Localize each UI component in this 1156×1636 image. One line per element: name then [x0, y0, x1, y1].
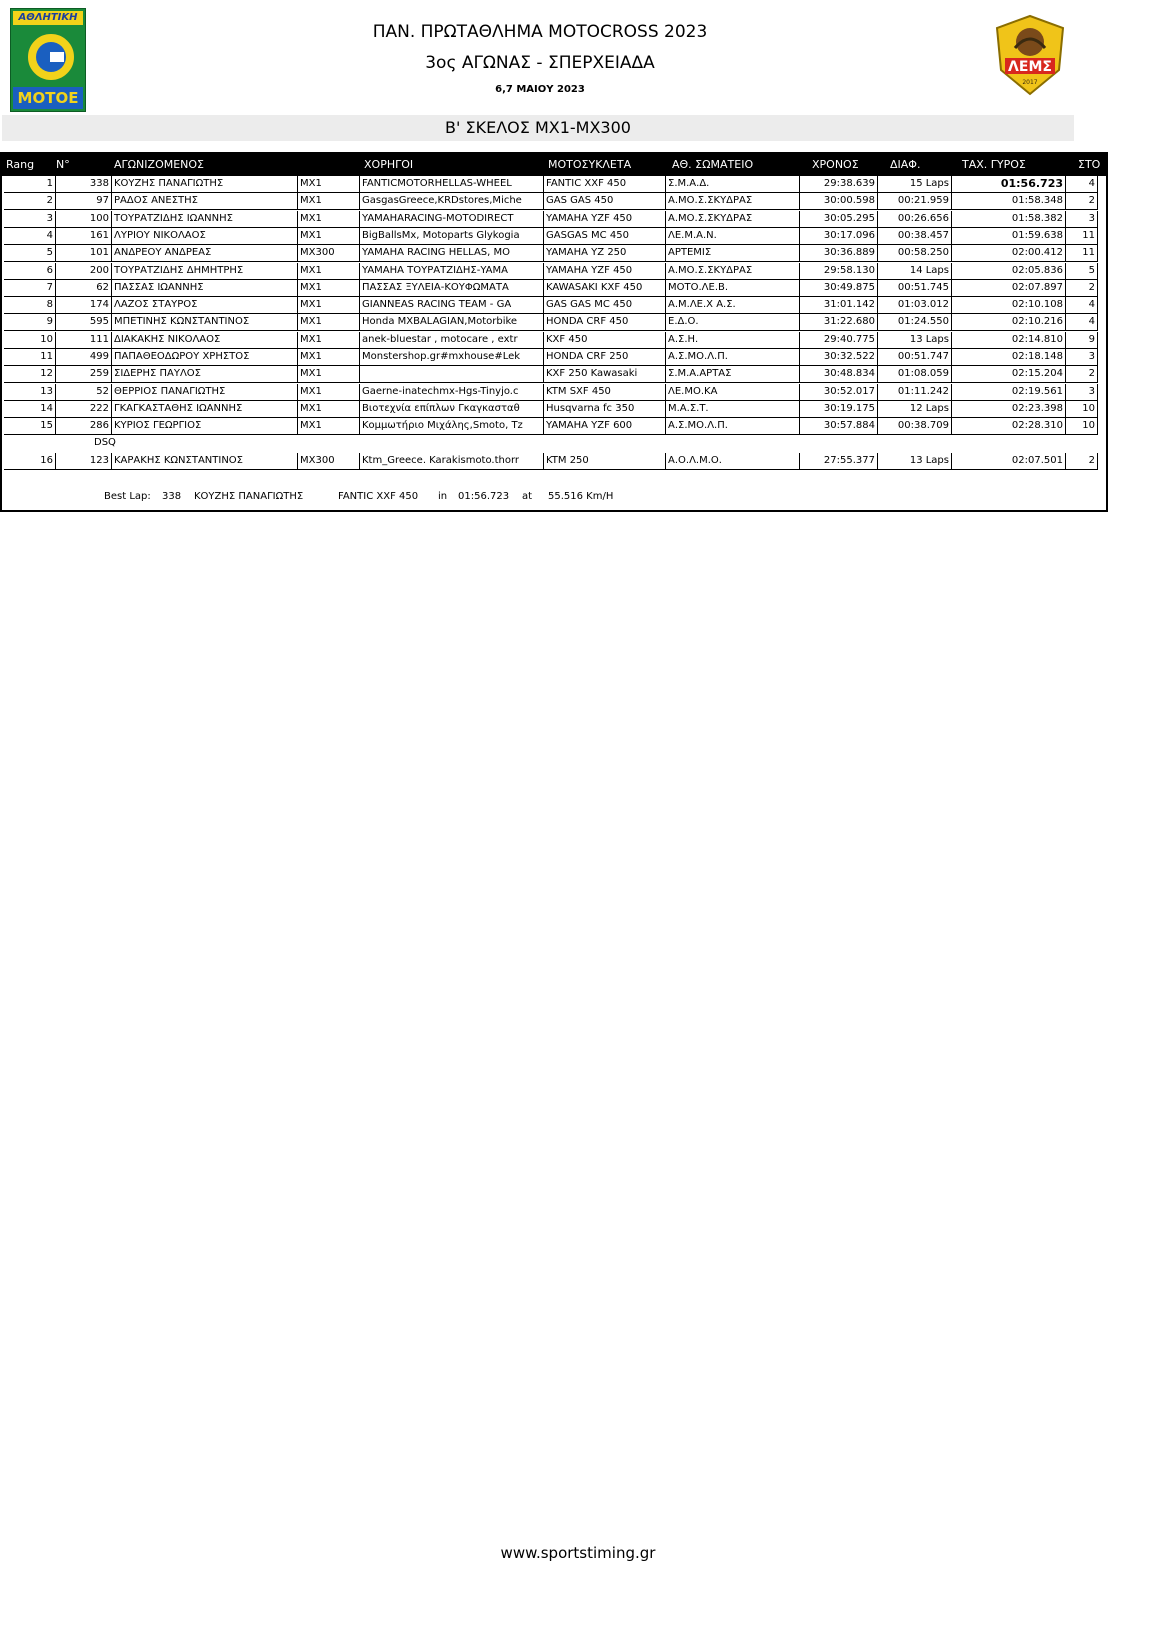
best-lap-bike: FANTIC XXF 450	[338, 491, 419, 502]
cell-no: 62	[56, 280, 112, 297]
table-row	[4, 349, 1106, 366]
cell-club: Α.Σ.Η.	[666, 332, 800, 349]
cell-no: 338	[56, 176, 112, 193]
cell-bike: KAWASAKI KXF 450	[544, 280, 666, 297]
cell-name: ΤΟΥΡΑΤΖΙΔΗΣ ΙΩΑΝΝΗΣ	[112, 211, 298, 228]
cell-best: 02:14.810	[952, 332, 1066, 349]
table-row	[4, 176, 1106, 193]
cell-best: 02:23.398	[952, 401, 1066, 418]
cell-class: MX300	[298, 453, 360, 470]
table-header	[2, 154, 1106, 176]
cell-bike: KXF 450	[544, 332, 666, 349]
cell-sto: 4	[1066, 314, 1098, 331]
cell-name: ΣΙΔΕΡΗΣ ΠΑΥΛΟΣ	[112, 366, 298, 383]
cell-best: 01:58.382	[952, 211, 1066, 228]
best-lap-at: at	[522, 491, 533, 502]
cell-club: Μ.Α.Σ.Τ.	[666, 401, 800, 418]
cell-sto: 2	[1066, 453, 1098, 470]
col-time: ΧΡΟΝΟΣ	[812, 158, 859, 171]
cell-name: ΑΝΔΡΕΟΥ ΑΝΔΡΕΑΣ	[112, 245, 298, 262]
cell-sto: 2	[1066, 366, 1098, 383]
cell-time: 29:38.639	[800, 176, 878, 193]
logo-bottom-text: ΜΟΤΟΕ	[13, 87, 83, 109]
cell-time: 30:36.889	[800, 245, 878, 262]
logo-top-text: ΑΘΛΗΤΙΚΗ	[13, 11, 83, 25]
cell-sponsor: YAMAHA RACING HELLAS, MO	[360, 245, 544, 262]
cell-time: 30:17.096	[800, 228, 878, 245]
cell-class: MX1	[298, 314, 360, 331]
cell-diff: 14 Laps	[878, 263, 952, 280]
cell-diff: 00:58.250	[878, 245, 952, 262]
table-row	[4, 263, 1106, 280]
cell-best: 02:05.836	[952, 263, 1066, 280]
cell-class: MX1	[298, 280, 360, 297]
cell-time: 30:57.884	[800, 418, 878, 435]
cell-no: 200	[56, 263, 112, 280]
cell-diff: 00:51.747	[878, 349, 952, 366]
cell-time: 30:05.295	[800, 211, 878, 228]
cell-sponsor: Ktm_Greece. Karakismoto.thorr	[360, 453, 544, 470]
cell-rang: 15	[4, 418, 56, 435]
cell-bike: KTM SXF 450	[544, 384, 666, 401]
cell-club: ΑΡΤΕΜΙΣ	[666, 245, 800, 262]
cell-rang: 13	[4, 384, 56, 401]
cell-club: Α.Σ.ΜΟ.Λ.Π.	[666, 418, 800, 435]
best-lap-summary	[2, 484, 1106, 510]
cell-sto: 4	[1066, 297, 1098, 314]
cell-rang: 9	[4, 314, 56, 331]
cell-time: 30:49.875	[800, 280, 878, 297]
cell-sto: 3	[1066, 349, 1098, 366]
col-sponsors: ΧΟΡΗΓΟΙ	[364, 158, 414, 171]
cell-club: Ε.Δ.Ο.	[666, 314, 800, 331]
best-lap-label: Best Lap:	[104, 491, 151, 502]
table-row	[4, 280, 1106, 297]
cell-sponsor: Honda MXBALAGIAN,Motorbike	[360, 314, 544, 331]
footer-url[interactable]: www.sportstiming.gr	[500, 1544, 656, 1562]
cell-club: Α.ΜΟ.Σ.ΣΚΥΔΡΑΣ	[666, 211, 800, 228]
cell-sto: 10	[1066, 401, 1098, 418]
cell-time: 31:22.680	[800, 314, 878, 331]
cell-no: 174	[56, 297, 112, 314]
cell-no: 222	[56, 401, 112, 418]
svg-text:ΛΕΜΣ: ΛΕΜΣ	[1008, 59, 1052, 75]
cell-no: 259	[56, 366, 112, 383]
col-number: N°	[56, 158, 70, 171]
cell-sponsor	[360, 366, 544, 383]
cell-time: 30:48.834	[800, 366, 878, 383]
cell-sponsor: Κομμωτήριο Μιχάλης,Smoto, Tz	[360, 418, 544, 435]
cell-time: 30:32.522	[800, 349, 878, 366]
table-row	[4, 418, 1106, 435]
cell-sto: 4	[1066, 176, 1098, 193]
cell-club: Α.Μ.ΛΕ.Χ Α.Σ.	[666, 297, 800, 314]
cell-rang: 5	[4, 245, 56, 262]
col-sto: ΣΤΟ	[1078, 158, 1101, 171]
cell-bike: FANTIC XXF 450	[544, 176, 666, 193]
cell-club: ΛΕ.Μ.Α.Ν.	[666, 228, 800, 245]
best-lap-time: 01:56.723	[458, 491, 510, 502]
cell-name: ΠΑΣΣΑΣ ΙΩΑΝΝΗΣ	[112, 280, 298, 297]
cell-best: 02:07.501	[952, 453, 1066, 470]
cell-class: MX1	[298, 332, 360, 349]
cell-rang: 11	[4, 349, 56, 366]
cell-sto: 3	[1066, 384, 1098, 401]
cell-no: 286	[56, 418, 112, 435]
cell-sto: 2	[1066, 193, 1098, 210]
cell-time: 29:40.775	[800, 332, 878, 349]
col-rider: ΑΓΩΝΙΖΟΜΕΝΟΣ	[114, 158, 205, 171]
cell-sto: 3	[1066, 211, 1098, 228]
table-row	[4, 366, 1106, 383]
cell-class: MX1	[298, 228, 360, 245]
cell-diff: 00:38.457	[878, 228, 952, 245]
cell-time: 30:52.017	[800, 384, 878, 401]
championship-title: ΠΑΝ. ΠΡΩΤΑΘΛΗΜΑ MOTOCROSS 2023	[372, 22, 708, 42]
cell-class: MX300	[298, 245, 360, 262]
cell-sponsor: Βιοτεχνία επίπλων Γκαγκασταθ	[360, 401, 544, 418]
cell-bike: KXF 250 Kawasaki	[544, 366, 666, 383]
cell-bike: YAMAHA YZF 600	[544, 418, 666, 435]
cell-rang: 12	[4, 366, 56, 383]
cell-no: 52	[56, 384, 112, 401]
cell-rang: 8	[4, 297, 56, 314]
col-bike: ΜΟΤΟΣΥΚΛΕΤΑ	[548, 158, 632, 171]
cell-time: 31:01.142	[800, 297, 878, 314]
cell-bike: YAMAHA YZF 450	[544, 211, 666, 228]
cell-best: 02:28.310	[952, 418, 1066, 435]
cell-name: ΛΑΖΟΣ ΣΤΑΥΡΟΣ	[112, 297, 298, 314]
cell-best: 02:10.108	[952, 297, 1066, 314]
cell-name: ΜΠΕΤΙΝΗΣ ΚΩΝΣΤΑΝΤΙΝΟΣ	[112, 314, 298, 331]
table-row	[4, 245, 1106, 262]
col-diff: ΔΙΑΦ.	[890, 158, 921, 171]
cell-no: 123	[56, 453, 112, 470]
table-row	[4, 228, 1106, 245]
cell-bike: Husqvarna fc 350	[544, 401, 666, 418]
cell-no: 595	[56, 314, 112, 331]
cell-club: Α.ΜΟ.Σ.ΣΚΥΔΡΑΣ	[666, 263, 800, 280]
table-row	[4, 453, 1106, 470]
cell-best: 02:15.204	[952, 366, 1066, 383]
cell-rang: 1	[4, 176, 56, 193]
cell-sponsor: Gaerne-inatechmx-Hgs-Tinyjo.c	[360, 384, 544, 401]
cell-class: MX1	[298, 401, 360, 418]
cell-best: 01:58.348	[952, 193, 1066, 210]
cell-club: ΛΕ.ΜΟ.ΚΑ	[666, 384, 800, 401]
cell-no: 100	[56, 211, 112, 228]
cell-rang: 14	[4, 401, 56, 418]
cell-name: ΡΑΔΟΣ ΑΝΕΣΤΗΣ	[112, 193, 298, 210]
table-row	[4, 332, 1106, 349]
cell-sponsor: YAMAHA ΤΟΥΡΑΤΖΙΔΗΣ-YAMA	[360, 263, 544, 280]
cell-sponsor: GIANNEAS RACING TEAM - GA	[360, 297, 544, 314]
cell-club: Σ.Μ.Α.Δ.	[666, 176, 800, 193]
table-row	[4, 401, 1106, 418]
cell-no: 499	[56, 349, 112, 366]
cell-sponsor: Monstershop.gr#mxhouse#Lek	[360, 349, 544, 366]
cell-class: MX1	[298, 211, 360, 228]
cell-diff: 01:11.242	[878, 384, 952, 401]
cell-class: MX1	[298, 384, 360, 401]
cell-bike: YAMAHA YZ 250	[544, 245, 666, 262]
cell-name: ΚΥΡΙΟΣ ΓΕΩΡΓΙΟΣ	[112, 418, 298, 435]
cell-sto: 11	[1066, 228, 1098, 245]
table-row	[4, 211, 1106, 228]
cell-bike: GAS GAS MC 450	[544, 297, 666, 314]
cell-diff: 00:51.745	[878, 280, 952, 297]
table-row	[4, 384, 1106, 401]
table-row	[4, 193, 1106, 210]
cell-sto: 11	[1066, 245, 1098, 262]
cell-class: MX1	[298, 418, 360, 435]
results-table	[0, 152, 1108, 512]
cell-diff: 00:26.656	[878, 211, 952, 228]
cell-name: ΛΥΡΙΟΥ ΝΙΚΟΛΑΟΣ	[112, 228, 298, 245]
cell-sponsor: GasgasGreece,KRDstores,Miche	[360, 193, 544, 210]
cell-sto: 9	[1066, 332, 1098, 349]
cell-club: Σ.Μ.Α.ΑΡΤΑΣ	[666, 366, 800, 383]
cell-time: 30:00.598	[800, 193, 878, 210]
cell-name: ΘΕΡΡΙΟΣ ΠΑΝΑΓΙΩΤΗΣ	[112, 384, 298, 401]
cell-name: ΤΟΥΡΑΤΖΙΔΗΣ ΔΗΜΗΤΡΗΣ	[112, 263, 298, 280]
cell-club: Α.ΜΟ.Σ.ΣΚΥΔΡΑΣ	[666, 193, 800, 210]
cell-sto: 2	[1066, 280, 1098, 297]
best-lap-speed: 55.516 Km/H	[548, 491, 614, 502]
cell-class: MX1	[298, 193, 360, 210]
cell-rang: 3	[4, 211, 56, 228]
cell-bike: HONDA CRF 450	[544, 314, 666, 331]
cell-diff: 00:21.959	[878, 193, 952, 210]
cell-diff: 12 Laps	[878, 401, 952, 418]
cell-no: 101	[56, 245, 112, 262]
race-date: 6,7 ΜΑΙΟΥ 2023	[495, 84, 585, 95]
cell-rang: 7	[4, 280, 56, 297]
cell-rang: 4	[4, 228, 56, 245]
cell-best: 01:56.723	[952, 176, 1066, 193]
cell-best: 02:00.412	[952, 245, 1066, 262]
cell-best: 02:07.897	[952, 280, 1066, 297]
cell-bike: GAS GAS 450	[544, 193, 666, 210]
cell-time: 27:55.377	[800, 453, 878, 470]
cell-sponsor: YAMAHARACING-MOTODIRECT	[360, 211, 544, 228]
cell-bike: KTM 250	[544, 453, 666, 470]
cell-name: ΚΟΥΖΗΣ ΠΑΝΑΓΙΩΤΗΣ	[112, 176, 298, 193]
cell-sponsor: FANTICMOTORHELLAS-WHEEL	[360, 176, 544, 193]
cell-diff: 01:08.059	[878, 366, 952, 383]
cell-best: 01:59.638	[952, 228, 1066, 245]
cell-diff: 01:24.550	[878, 314, 952, 331]
cell-no: 111	[56, 332, 112, 349]
best-lap-in: in	[438, 491, 448, 502]
dsq-label: DSQ	[94, 436, 116, 448]
best-lap-rider: ΚΟΥΖΗΣ ΠΑΝΑΓΙΩΤΗΣ	[194, 491, 304, 502]
cell-rang: 6	[4, 263, 56, 280]
cell-class: MX1	[298, 366, 360, 383]
cell-no: 97	[56, 193, 112, 210]
cell-diff: 00:38.709	[878, 418, 952, 435]
cell-rang: 2	[4, 193, 56, 210]
cell-rang: 16	[4, 453, 56, 470]
cell-best: 02:10.216	[952, 314, 1066, 331]
cell-time: 30:19.175	[800, 401, 878, 418]
cell-sponsor: ΠΑΣΣΑΣ ΞΥΛΕΙΑ-ΚΟΥΦΩΜΑΤΑ	[360, 280, 544, 297]
cell-diff: 13 Laps	[878, 453, 952, 470]
cell-club: Α.Ο.Λ.Μ.Ο.	[666, 453, 800, 470]
col-club: ΑΘ. ΣΩΜΑΤΕΙΟ	[672, 158, 754, 171]
heat-title: Β' ΣΚΕΛΟΣ MX1-MX300	[2, 115, 1074, 141]
cell-sponsor: BigBallsMx, Motoparts Glykogia	[360, 228, 544, 245]
cell-sto: 10	[1066, 418, 1098, 435]
cell-name: ΓΚΑΓΚΑΣΤΑΘΗΣ ΙΩΑΝΝΗΣ	[112, 401, 298, 418]
table-row	[4, 297, 1106, 314]
cell-diff: 15 Laps	[878, 176, 952, 193]
svg-text:2017: 2017	[1022, 79, 1038, 86]
cell-class: MX1	[298, 176, 360, 193]
race-title: 3ος ΑΓΩΝΑΣ - ΣΠΕΡΧΕΙΑΔΑ	[425, 53, 655, 73]
cell-class: MX1	[298, 263, 360, 280]
cell-sto: 5	[1066, 263, 1098, 280]
cell-best: 02:19.561	[952, 384, 1066, 401]
col-rang: Rang	[6, 158, 35, 171]
cell-bike: YAMAHA YZF 450	[544, 263, 666, 280]
cell-rang: 10	[4, 332, 56, 349]
cell-club: ΜΟΤΟ.ΛΕ.Β.	[666, 280, 800, 297]
cell-no: 161	[56, 228, 112, 245]
best-lap-number: 338	[162, 491, 182, 502]
cell-name: ΠΑΠΑΘΕΟΔΩΡΟΥ ΧΡΗΣΤΟΣ	[112, 349, 298, 366]
cell-class: MX1	[298, 297, 360, 314]
cell-name: ΚΑΡΑΚΗΣ ΚΩΝΣΤΑΝΤΙΝΟΣ	[112, 453, 298, 470]
cell-sponsor: anek-bluestar , motocare , extr	[360, 332, 544, 349]
cell-name: ΔΙΑΚΑΚΗΣ ΝΙΚΟΛΑΟΣ	[112, 332, 298, 349]
table-row	[4, 314, 1106, 331]
cell-bike: HONDA CRF 250	[544, 349, 666, 366]
col-best-lap: ΤΑΧ. ΓΥΡΟΣ	[962, 158, 1026, 171]
cell-bike: GASGAS MC 450	[544, 228, 666, 245]
cell-diff: 13 Laps	[878, 332, 952, 349]
cell-best: 02:18.148	[952, 349, 1066, 366]
cell-club: Α.Σ.ΜΟ.Λ.Π.	[666, 349, 800, 366]
cell-diff: 01:03.012	[878, 297, 952, 314]
cell-class: MX1	[298, 349, 360, 366]
cell-time: 29:58.130	[800, 263, 878, 280]
